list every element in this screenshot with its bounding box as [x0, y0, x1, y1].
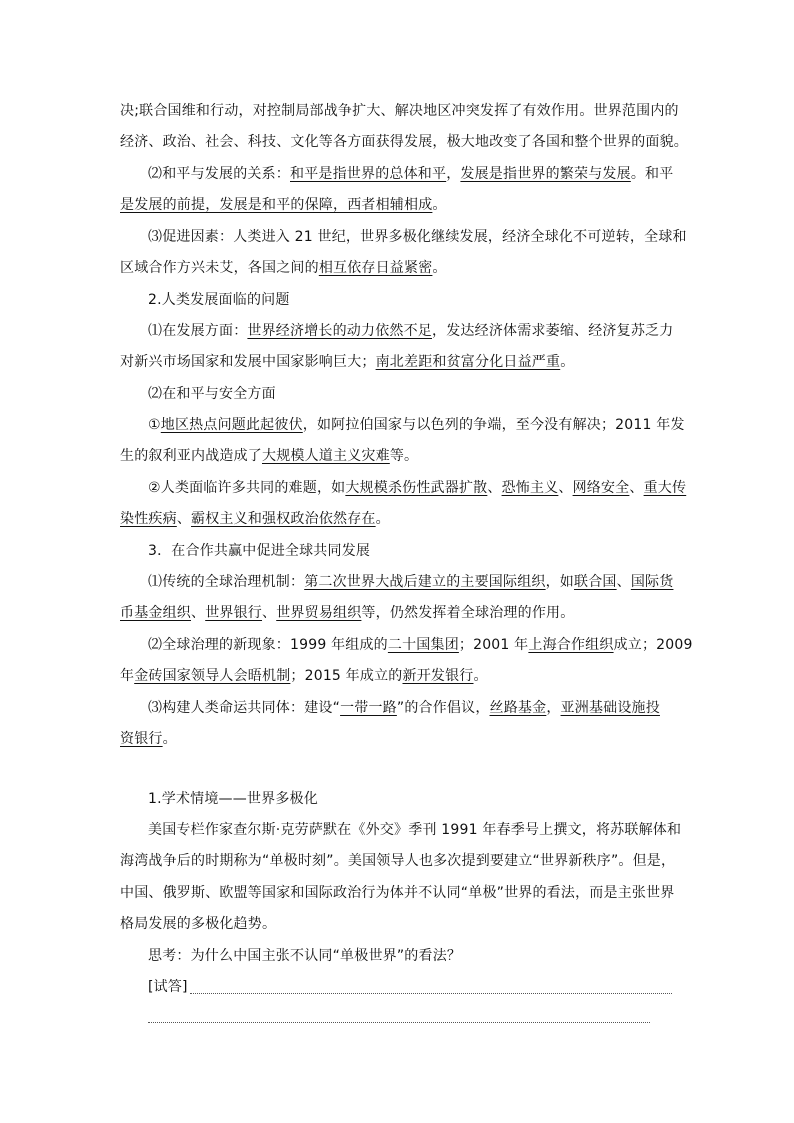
- text-segment: [试答]: [148, 979, 188, 995]
- underlined-key-phrase: 大规模人道主义灾难: [262, 448, 390, 464]
- text-segment: ；2015 年成立的: [290, 668, 403, 684]
- underlined-key-phrase: 一带一路: [340, 700, 397, 716]
- underlined-key-phrase: 霸权主义和强权政治依然存在: [191, 511, 376, 527]
- text-line: [120, 132, 688, 152]
- text-segment: 思考：为什么中国主张不认同“单极世界”的看法？: [148, 948, 462, 964]
- underlined-key-phrase: 发展是指世界的繁荣与发展: [460, 166, 631, 182]
- underlined-key-phrase: 丝路基金: [489, 700, 547, 716]
- text-segment: ⑶促进因素：人类进入 21 世纪，世界多极化继续发展，经济全球化不可逆转，全球和: [148, 229, 687, 245]
- underlined-key-phrase: 相互依存日益紧密: [318, 260, 433, 276]
- text-segment: 。: [375, 511, 390, 527]
- text-segment: ，如阿拉伯国家与以色列的争端，至今没有解决；2011 年发: [302, 417, 685, 433]
- text-segment: ，: [546, 700, 561, 716]
- text-segment: 。和平: [630, 166, 674, 182]
- text-segment: ⑵在和平与安全方面: [148, 386, 276, 402]
- underlined-key-phrase: 大规模杀伤性武器扩散: [345, 480, 488, 496]
- underlined-key-phrase: 国际货: [630, 574, 674, 590]
- text-segment: ，发达经济体需求萎缩、经济复苏乏力: [432, 323, 674, 339]
- underlined-key-phrase: 南北差距和贫富分化日益严重: [375, 354, 561, 370]
- text-segment: 、: [262, 605, 277, 621]
- text-line: [120, 258, 447, 278]
- text-segment: 、: [616, 574, 631, 590]
- text-line: [120, 509, 390, 529]
- text-line: [148, 478, 686, 498]
- text-segment: 生的叙利亚内战造成了: [120, 448, 262, 464]
- text-segment: 区域合作方兴未艾，各国之间的: [120, 260, 319, 276]
- text-line: [148, 698, 660, 718]
- section-heading: [148, 290, 290, 310]
- underlined-key-phrase: 金砖国家领导人会晤机制: [134, 668, 291, 684]
- underlined-key-phrase: 上海合作组织: [528, 637, 614, 653]
- text-segment: 。: [162, 731, 177, 747]
- text-segment: 、: [191, 605, 206, 621]
- underlined-key-phrase: 重大传: [643, 480, 687, 496]
- text-segment: 年: [120, 668, 135, 684]
- text-segment: 。: [560, 354, 575, 370]
- answer-blank-line[interactable]: [190, 993, 672, 994]
- underlined-key-phrase: 和平是指世界的总体和平: [290, 166, 447, 182]
- text-segment: 、: [629, 480, 644, 496]
- text-line: [120, 883, 675, 903]
- text-segment: 决;联合国维和行动，对控制局部战争扩大、解决地区冲突发挥了有效作用。世界范围内的: [120, 103, 679, 119]
- text-segment: 经济、政治、社会、科技、文化等各方面获得发展，极大地改变了各国和整个世界的面貌。: [120, 134, 688, 150]
- text-line: [148, 820, 681, 840]
- text-segment: 、: [176, 511, 192, 527]
- text-segment: 海湾战争后的时期称为“单极时刻”。美国领导人也多次提到要建立“世界新秩序”。但是，: [120, 853, 676, 869]
- underlined-key-phrase: 第二次世界大战后建立的主要国际组织: [304, 574, 546, 590]
- section-heading: [148, 541, 370, 561]
- text-line: [120, 603, 574, 623]
- text-segment: 对新兴市场国家和发展中国家影响巨大；: [120, 354, 376, 370]
- text-segment: ①: [148, 417, 161, 433]
- text-segment: 中国、俄罗斯、欧盟等国家和国际政治行为体并不认同“单极”世界的看法，而是主张世界: [120, 885, 675, 901]
- text-line: [120, 195, 447, 215]
- text-line: [148, 164, 673, 184]
- underlined-key-phrase: 恐怖主义: [501, 480, 559, 496]
- text-segment: 。: [473, 668, 488, 684]
- text-line: [148, 227, 687, 247]
- text-line: [120, 446, 418, 466]
- question-text: [148, 946, 461, 966]
- text-line: [120, 914, 276, 934]
- text-segment: 等，仍然发挥着全球治理的作用。: [361, 605, 575, 621]
- underlined-key-phrase: 资银行: [120, 731, 163, 747]
- text-segment: 美国专栏作家查尔斯·克劳萨默在《外交》季刊 1991 年春季号上撰文，将苏联解体和: [148, 822, 682, 838]
- text-line: [120, 101, 679, 121]
- section-heading: [148, 789, 318, 809]
- text-segment: 。: [432, 260, 447, 276]
- text-segment: ；2001 年: [458, 637, 529, 653]
- underlined-key-phrase: 世界银行: [205, 605, 263, 621]
- text-line: [120, 729, 177, 749]
- answer-label: [148, 977, 188, 997]
- text-line: [120, 352, 574, 372]
- text-line: [148, 321, 673, 341]
- text-line: [148, 384, 276, 404]
- text-segment: ，如: [545, 574, 575, 590]
- answer-blank-line[interactable]: [148, 1022, 650, 1023]
- text-segment: 、: [487, 480, 502, 496]
- underlined-key-phrase: 新开发银行: [402, 668, 474, 684]
- text-segment: ”的合作倡议，: [396, 700, 490, 716]
- underlined-key-phrase: 世界经济增长的动力依然不足: [247, 323, 433, 339]
- text-line: [148, 415, 685, 435]
- text-segment: 3．在合作共赢中促进全球共同发展: [148, 543, 371, 559]
- underlined-key-phrase: 地区热点问题此起彼伏: [160, 417, 303, 433]
- text-segment: 成立；2009: [613, 637, 693, 653]
- text-segment: ②人类面临许多共同的难题，如: [148, 480, 346, 496]
- text-segment: ⑶构建人类命运共同体：建设“: [148, 700, 341, 716]
- text-segment: ⑵全球治理的新现象：1999 年组成的: [148, 637, 388, 653]
- underlined-key-phrase: 染性疾病: [120, 511, 177, 527]
- text-line: [120, 666, 488, 686]
- text-segment: 、: [558, 480, 573, 496]
- text-segment: 等。: [389, 448, 419, 464]
- text-line: [120, 851, 675, 871]
- underlined-key-phrase: 世界贸易组织: [276, 605, 362, 621]
- text-segment: ⑴在发展方面：: [148, 323, 248, 339]
- text-segment: 2.人类发展面临的问题: [148, 292, 290, 308]
- underlined-key-phrase: 网络安全: [572, 480, 630, 496]
- text-segment: ⑵和平与发展的关系：: [148, 166, 290, 182]
- text-line: [148, 572, 673, 592]
- text-segment: 1.学术情境——世界多极化: [148, 791, 318, 807]
- underlined-key-phrase: 币基金组织: [120, 605, 191, 621]
- text-segment: 。: [432, 197, 447, 213]
- underlined-key-phrase: 二十国集团: [387, 637, 459, 653]
- underlined-key-phrase: 是发展的前提，发展是和平的保障，西者相辅相成: [120, 197, 433, 213]
- text-segment: ⑴传统的全球治理机制：: [148, 574, 305, 590]
- text-segment: ，: [446, 166, 461, 182]
- underlined-key-phrase: 联合国: [574, 574, 617, 590]
- text-segment: 格局发展的多极化趋势。: [120, 916, 277, 932]
- underlined-key-phrase: 亚洲基础设施投: [560, 700, 660, 716]
- text-line: [148, 635, 693, 655]
